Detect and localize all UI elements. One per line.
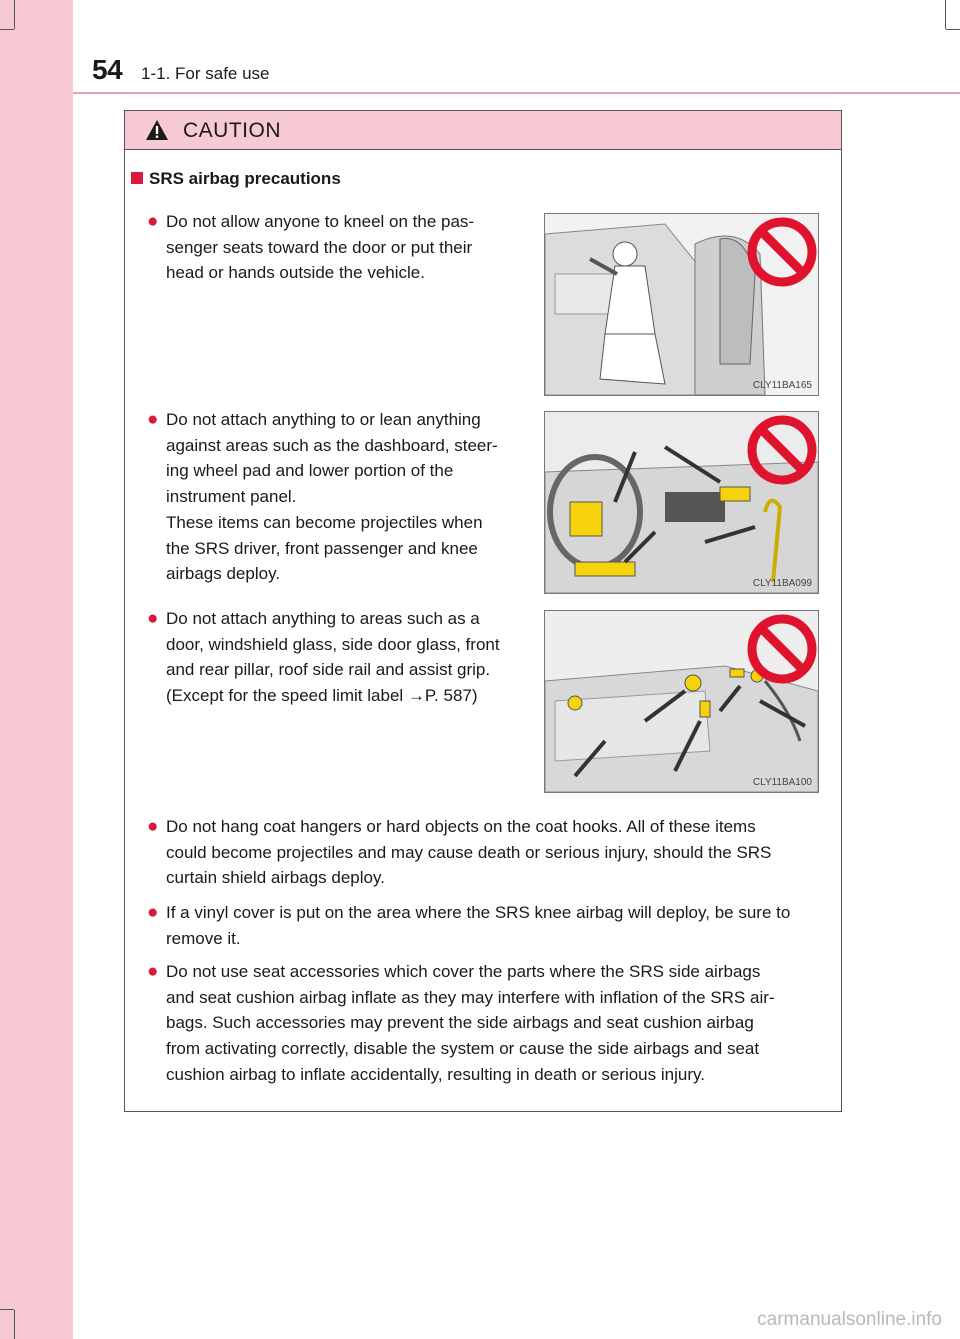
crop-mark bbox=[945, 0, 946, 29]
warning-triangle-icon bbox=[145, 119, 169, 141]
figure-code: CLY11BA099 bbox=[752, 578, 812, 589]
illustration-dashboard-objects bbox=[544, 411, 819, 594]
watermark: carmanualsonline.info bbox=[757, 1309, 942, 1330]
crop-mark bbox=[0, 1309, 14, 1310]
bullet-item bbox=[147, 209, 526, 286]
sub-heading-text: SRS airbag precautions bbox=[149, 169, 341, 188]
figure-code: CLY11BA100 bbox=[752, 777, 812, 788]
page-number: 54 bbox=[92, 54, 123, 85]
bullet-text: Do not use seat accessories which cover the parts where the SRS side airbags and seat cushion airbag inflate as they may interfere with inflation of the SRS air- bags. Such accessories may prevent the side airbags and seat cushion airbag from activating correctly, disable the system or cause the side airbags and seat cushion airbag to inflate accidentally, resulting in death or serious injury. bbox=[166, 962, 775, 1084]
crop-mark bbox=[0, 29, 14, 30]
bullet-text: Do not hang coat hangers or hard objects on the coat hooks. All of these items could become projectiles and may cause death or serious injury, should the SRS curtain shield airbags deploy. bbox=[166, 817, 772, 888]
bullet-text: Do not attach anything to areas such as a door, windshield glass, side door glass, front and rear pillar, roof side rail and assist grip. (Except for the speed limit label →P. 587) bbox=[166, 609, 500, 706]
bullet-item bbox=[147, 814, 833, 891]
bullet-text: Do not allow anyone to kneel on the pas- senger seats toward the door or put their head or hands outside the vehicle. bbox=[166, 212, 475, 283]
illustration-passenger-kneeling bbox=[544, 213, 819, 396]
bullet-item bbox=[147, 407, 526, 587]
circle-bullet-icon: ● bbox=[147, 961, 159, 982]
section-title: 1-1. For safe use bbox=[141, 64, 270, 83]
dashboard-objects-drawing bbox=[545, 412, 818, 593]
bullet-text: If a vinyl cover is put on the area where the SRS knee airbag will deploy, be sure to remove it. bbox=[166, 903, 791, 948]
circle-bullet-icon: ● bbox=[147, 902, 159, 923]
caution-box bbox=[124, 110, 842, 1112]
bullet-item bbox=[147, 900, 833, 951]
bullet-text: Do not attach anything to or lean anything against areas such as the dashboard, steer- ing wheel pad and lower portion of the instrument panel. These items can become projectiles when the SRS driver, front passenger and knee airbags deploy. bbox=[166, 410, 498, 584]
bullet-item bbox=[147, 959, 833, 1088]
circle-bullet-icon: ● bbox=[147, 211, 159, 232]
caution-header bbox=[125, 111, 841, 150]
bullet-item bbox=[147, 606, 526, 709]
square-bullet-icon bbox=[131, 172, 143, 184]
circle-bullet-icon: ● bbox=[147, 409, 159, 430]
caution-label: CAUTION bbox=[183, 119, 281, 142]
header-rule bbox=[73, 92, 960, 94]
crop-mark bbox=[14, 0, 15, 29]
kneeling-passenger-drawing bbox=[545, 214, 818, 395]
side-tab-strip bbox=[0, 0, 73, 1339]
figure-code: CLY11BA165 bbox=[752, 380, 812, 391]
window-objects-drawing bbox=[545, 611, 818, 792]
illustration-window-objects bbox=[544, 610, 819, 793]
circle-bullet-icon: ● bbox=[147, 608, 159, 629]
circle-bullet-icon: ● bbox=[147, 816, 159, 837]
crop-mark bbox=[14, 1310, 15, 1339]
sub-heading bbox=[131, 169, 341, 189]
crop-mark bbox=[946, 29, 960, 30]
